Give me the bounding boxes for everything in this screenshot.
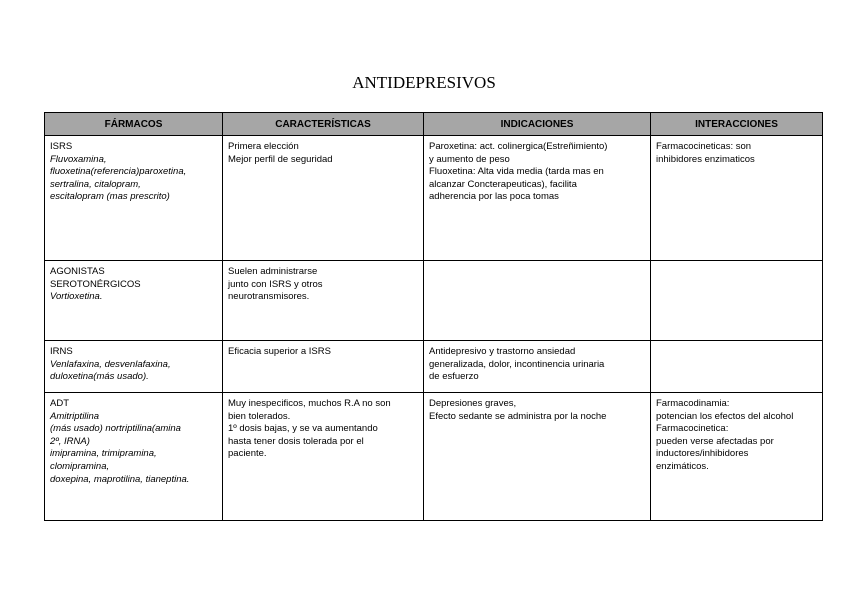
cell-farmacos <box>45 341 223 393</box>
drug-class-name: ISRS <box>50 141 73 152</box>
indicaciones-text: Paroxetina: act. colinergica(Estreñimiento) <box>429 141 608 152</box>
drug-name: duloxetina(más usado). <box>50 371 149 383</box>
drug-name: clomipramina, <box>50 460 110 472</box>
drug-name: 2º, IRNA) <box>50 435 90 447</box>
drug-class-name: AGONISTAS SEROTONÉRGICOS <box>50 266 141 290</box>
caracteristicas-text: Muy inespecificos, muchos R.A no son <box>228 398 391 409</box>
interacciones-text: potencian los efectos del alcohol <box>656 410 794 422</box>
table-row <box>45 136 823 261</box>
indicaciones-text: Efecto sedante se administra por la noche <box>429 410 607 422</box>
cell-interacciones <box>651 341 823 393</box>
drug-name: sertralina, citalopram, <box>50 178 141 190</box>
caracteristicas-text: Suelen administrarse <box>228 266 318 277</box>
indicaciones-text: Fluoxetina: Alta vida media (tarda mas en <box>429 166 604 178</box>
header-farmacos: FÁRMACOS <box>45 113 223 136</box>
cell-interacciones <box>651 136 823 261</box>
drug-name: doxepina, maprotilina, tianeptina. <box>50 473 190 485</box>
interacciones-text: inductores/inhibidores <box>656 448 749 460</box>
drug-class-name: ADT <box>50 398 69 409</box>
drug-name: (más usado) nortriptilina(amina <box>50 423 181 435</box>
cell-farmacos <box>45 136 223 261</box>
drug-class-name: IRNS <box>50 346 73 357</box>
interacciones-text: pueden verse afectadas por <box>656 435 774 447</box>
drug-name: Venlafaxina, desvenlafaxina, <box>50 358 171 370</box>
caracteristicas-text: 1º dosis bajas, y se va aumentando <box>228 423 378 435</box>
caracteristicas-text: hasta tener dosis tolerada por el <box>228 435 364 447</box>
cell-interacciones <box>651 261 823 341</box>
drug-name: escitalopram (mas prescrito) <box>50 191 170 203</box>
interacciones-text: Farmacocineticas: son <box>656 141 752 152</box>
interacciones-text: inhibidores enzimaticos <box>656 153 755 165</box>
drug-name: fluoxetina(referencia)paroxetina, <box>50 166 187 178</box>
drug-name: Vortioxetina. <box>50 291 103 303</box>
indicaciones-text: adherencia por las poca tomas <box>429 191 559 203</box>
cell-interacciones <box>651 393 823 521</box>
cell-indicaciones <box>424 341 651 393</box>
header-interacciones: INTERACCIONES <box>651 113 823 136</box>
indicaciones-text: y aumento de peso <box>429 153 510 165</box>
cell-caracteristicas <box>223 136 424 261</box>
drug-name: Amitriptilina <box>50 410 100 422</box>
header-caracteristicas: CARACTERÍSTICAS <box>223 113 424 136</box>
header-indicaciones: INDICACIONES <box>424 113 651 136</box>
caracteristicas-text: junto con ISRS y otros <box>228 278 323 290</box>
caracteristicas-text: bien tolerados. <box>228 410 291 422</box>
cell-indicaciones <box>424 393 651 521</box>
cell-indicaciones <box>424 261 651 341</box>
table-row <box>45 393 823 521</box>
indicaciones-text: de esfuerzo <box>429 371 479 383</box>
cell-caracteristicas <box>223 261 424 341</box>
caracteristicas-text: Primera elección <box>228 141 299 152</box>
cell-indicaciones <box>424 136 651 261</box>
table-header-row <box>45 113 823 136</box>
cell-farmacos <box>45 261 223 341</box>
indicaciones-text: alcanzar Concterapeuticas), facilita <box>429 178 577 190</box>
page-title: ANTIDEPRESIVOS <box>352 73 496 92</box>
table-row <box>45 261 823 341</box>
caracteristicas-text: Mejor perfil de seguridad <box>228 153 333 165</box>
cell-caracteristicas <box>223 341 424 393</box>
cell-caracteristicas <box>223 393 424 521</box>
indicaciones-text: generalizada, dolor, incontinencia urinaria <box>429 358 605 370</box>
caracteristicas-text: paciente. <box>228 448 267 460</box>
cell-farmacos <box>45 393 223 521</box>
drug-table <box>44 112 823 521</box>
drug-name: imipramina, trimipramina, <box>50 448 157 460</box>
interacciones-text: Farmacocinetica: <box>656 423 729 435</box>
table-row <box>45 341 823 393</box>
indicaciones-text: Antidepresivo y trastorno ansiedad <box>429 346 576 357</box>
indicaciones-text: Depresiones graves, <box>429 398 517 409</box>
interacciones-text: enzimáticos. <box>656 460 709 472</box>
caracteristicas-text: Eficacia superior a ISRS <box>228 346 331 357</box>
drug-name: Fluvoxamina, <box>50 153 107 165</box>
interacciones-text: Farmacodinamia: <box>656 398 730 409</box>
caracteristicas-text: neurotransmisores. <box>228 291 310 303</box>
